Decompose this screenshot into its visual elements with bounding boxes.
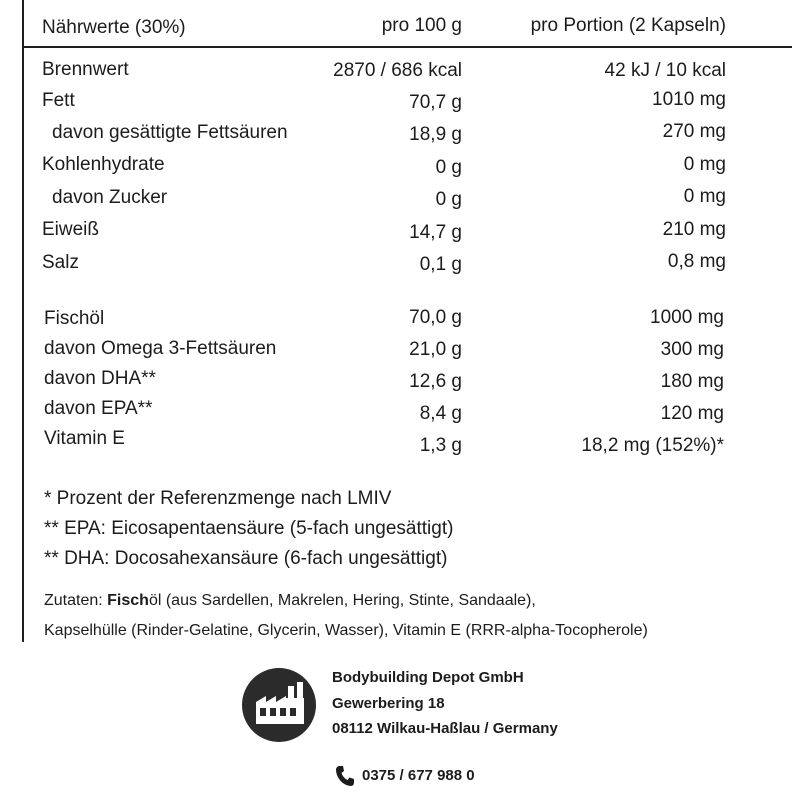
row-per-100g: 70,0 g xyxy=(409,307,462,328)
ingredients-line-2: Kapselhülle (Rinder-Gelatine, Glycerin, Wasser), Vitamin E (RRR-alpha-Tocopherole) xyxy=(44,622,648,639)
row-name: Salz xyxy=(42,252,79,273)
footnote-dha: ** DHA: Docosahexansäure (6-fach ungesättigt) xyxy=(44,548,448,569)
factory-icon xyxy=(242,668,316,742)
footnote-reference-intake: * Prozent der Referenzmenge nach LMIV xyxy=(44,488,392,509)
row-per-100g: 0 g xyxy=(435,189,462,210)
company-street: Gewerbering 18 xyxy=(332,695,445,712)
row-name: Fett xyxy=(42,90,75,111)
row-per-100g: 18,9 g xyxy=(409,124,462,145)
row-name: davon Omega 3-Fettsäuren xyxy=(44,338,277,359)
row-per-100g: 12,6 g xyxy=(409,371,462,392)
row-name: Kohlenhydrate xyxy=(42,154,165,175)
row-per-100g: 2870 / 686 kcal xyxy=(333,60,462,81)
row-per-100g: 8,4 g xyxy=(419,403,462,424)
footnote-epa: ** EPA: Eicosapentaensäure (5-fach ungesättigt) xyxy=(44,518,454,539)
row-per-portion: 0 mg xyxy=(683,186,726,207)
row-per-portion: 0,8 mg xyxy=(667,251,726,272)
row-name: Brennwert xyxy=(42,59,129,80)
row-per-portion: 1010 mg xyxy=(652,89,726,110)
ingredients-label: Zutaten: xyxy=(44,592,108,609)
row-per-portion: 1000 mg xyxy=(650,307,724,328)
header-per-portion: pro Portion (2 Kapseln) xyxy=(530,15,726,36)
row-per-portion: 42 kJ / 10 kcal xyxy=(604,60,726,81)
row-per-100g: 0 g xyxy=(435,157,462,178)
table-left-border xyxy=(22,0,24,642)
row-per-100g: 0,1 g xyxy=(419,254,462,275)
phone-number: 0375 / 677 988 0 xyxy=(362,767,475,784)
row-name: davon Zucker xyxy=(52,187,168,208)
row-per-100g: 70,7 g xyxy=(409,92,462,113)
ingredients-allergen: Fisch xyxy=(107,592,149,609)
row-name: Eiweiß xyxy=(42,219,100,240)
row-per-portion: 120 mg xyxy=(660,403,724,424)
row-per-portion: 0 mg xyxy=(683,154,726,175)
ingredients-line-1 xyxy=(44,590,536,612)
header-divider xyxy=(22,46,792,48)
row-per-100g: 1,3 g xyxy=(419,435,462,456)
row-name: davon gesättigte Fettsäuren xyxy=(52,122,288,143)
row-per-portion: 210 mg xyxy=(662,219,726,240)
row-per-portion: 300 mg xyxy=(660,339,724,360)
header-name: Nährwerte (30%) xyxy=(42,17,186,38)
company-name: Bodybuilding Depot GmbH xyxy=(332,669,524,686)
header-per-100g: pro 100 g xyxy=(381,15,462,36)
row-per-portion: 270 mg xyxy=(662,121,726,142)
row-name: davon DHA** xyxy=(44,368,156,389)
row-per-portion: 180 mg xyxy=(660,371,724,392)
row-name: Vitamin E xyxy=(44,428,125,449)
row-name: davon EPA** xyxy=(44,398,153,419)
factory-icon-svg xyxy=(242,668,316,742)
ingredients-rest: öl (aus Sardellen, Makrelen, Hering, Stinte, Sandaale), xyxy=(148,592,536,609)
row-per-100g: 21,0 g xyxy=(409,339,462,360)
row-name: Fischöl xyxy=(44,308,105,329)
company-city: 08112 Wilkau-Haßlau / Germany xyxy=(332,720,558,737)
phone-icon xyxy=(335,765,355,787)
row-per-portion: 18,2 mg (152%)* xyxy=(581,435,724,456)
row-per-100g: 14,7 g xyxy=(409,222,462,243)
